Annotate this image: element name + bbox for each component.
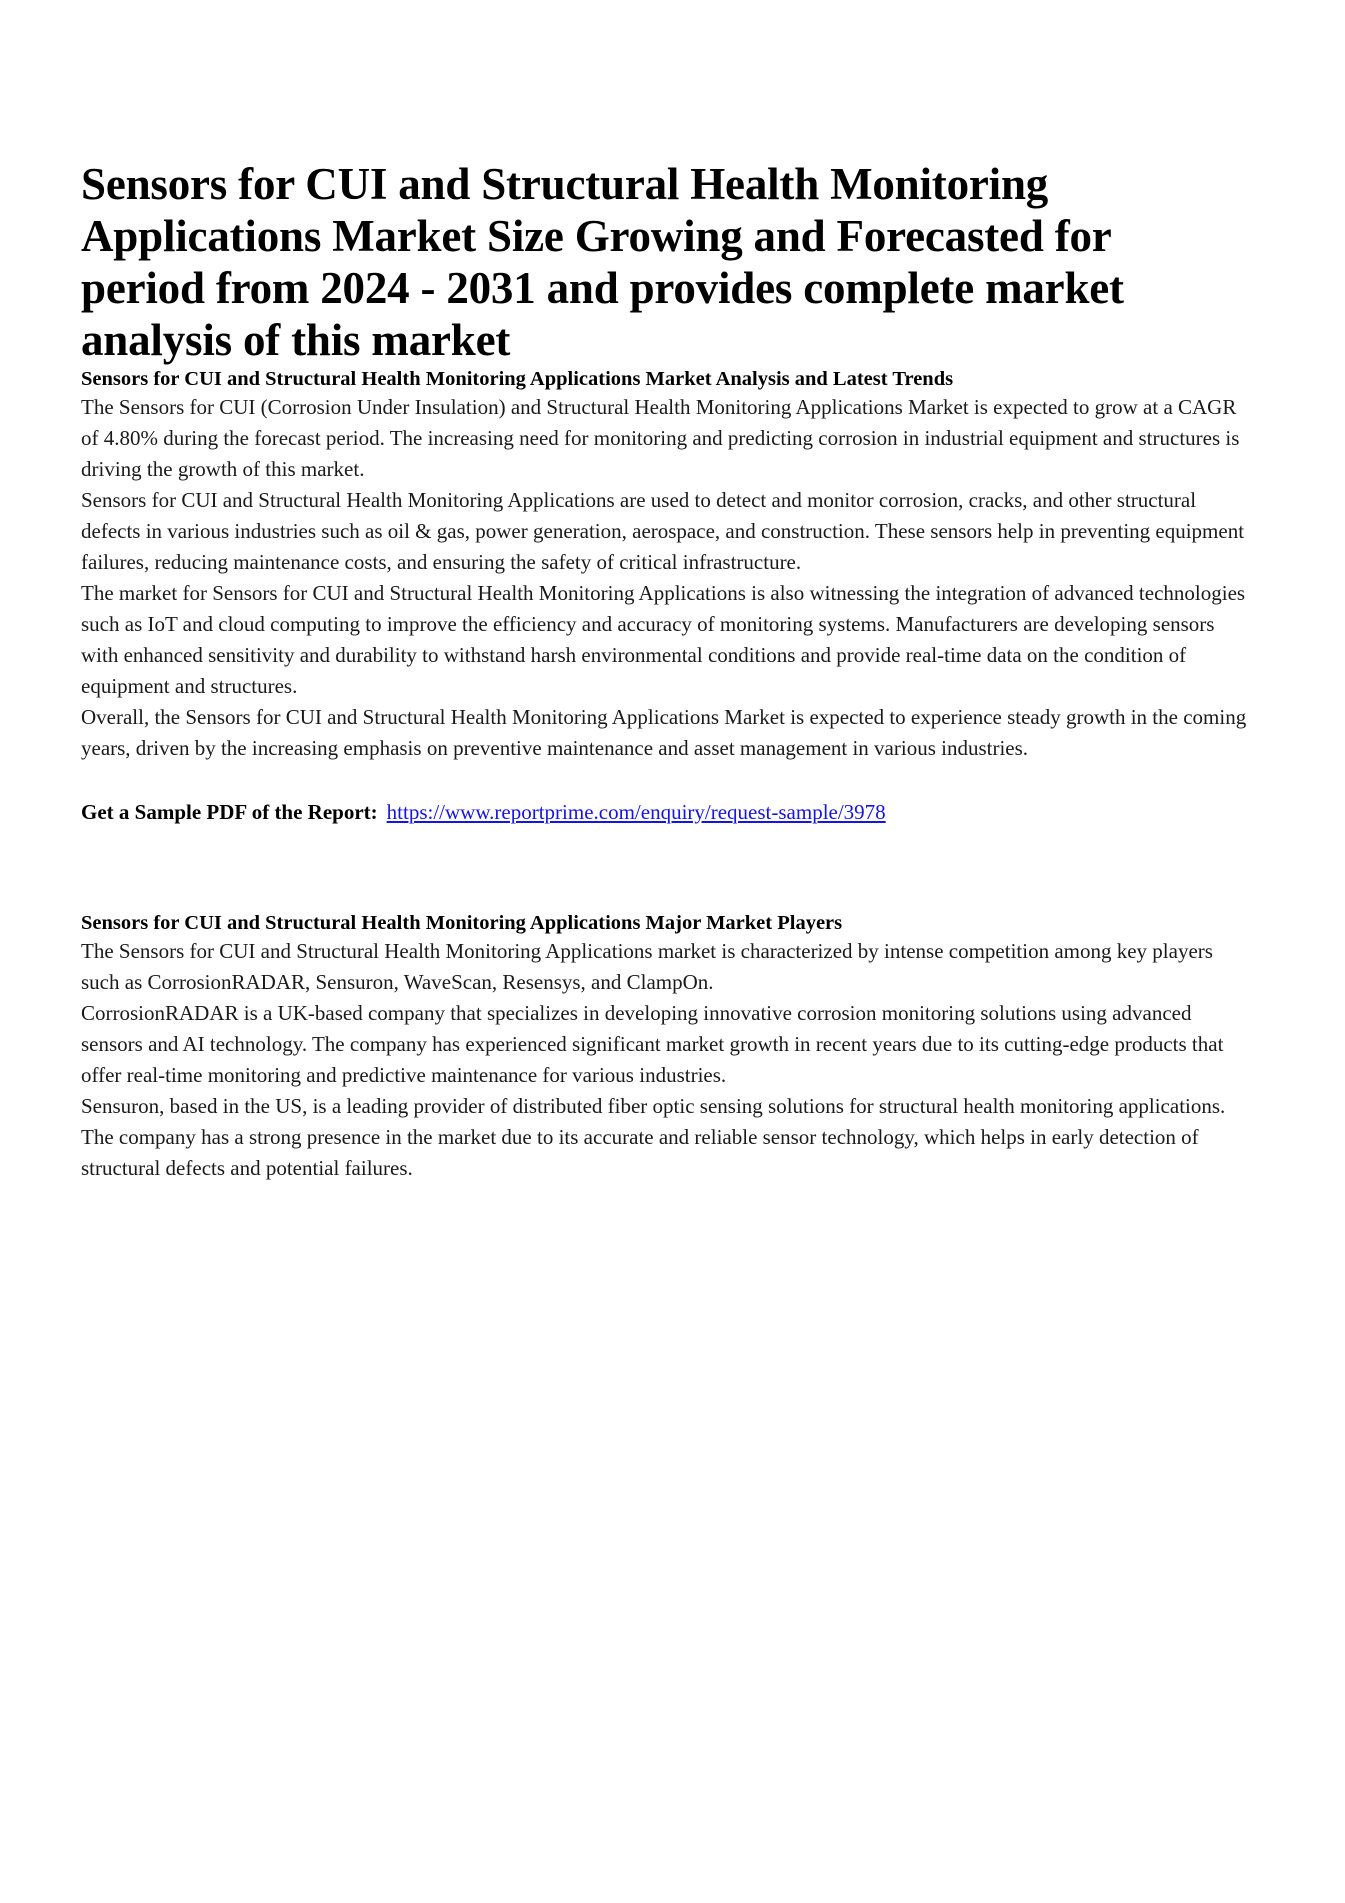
sample-pdf-cta xyxy=(81,797,1246,828)
article-content xyxy=(81,0,1246,1184)
sample-pdf-label: Get a Sample PDF of the Report: xyxy=(81,800,378,824)
paragraph-corrosionradar: CorrosionRADAR is a UK-based company that specializes in developing innovative corrosion monitoring solutions using advanced sensors and AI technology. The company has experienced significant market growth in recent years due to its cutting-edge products that offer real-time monitoring and predictive maintenance for various industries. xyxy=(81,1001,1224,1087)
heading-major-market-players: Sensors for CUI and Structural Health Monitoring Applications Major Market Players xyxy=(81,912,843,934)
heading-market-analysis: Sensors for CUI and Structural Health Monitoring Applications Market Analysis and Latest Trends xyxy=(81,368,954,390)
paragraph-outlook: Overall, the Sensors for CUI and Structural Health Monitoring Applications Market is expected to experience steady growth in the coming years, driven by the increasing emphasis on preventive maintenance and asset management in various industries. xyxy=(81,705,1247,760)
paragraph-competition: The Sensors for CUI and Structural Health Monitoring Applications market is characterized by intense competition among key players such as CorrosionRADAR, Sensuron, WaveScan, Resensys, and ClampOn. xyxy=(81,939,1213,994)
paragraph-technology-integration: The market for Sensors for CUI and Structural Health Monitoring Applications is also witnessing the integration of advanced technologies such as IoT and cloud computing to improve the efficiency and accuracy of monitoring systems. Manufacturers are developing sensors with enhanced sensitivity and durability to withstand harsh environmental conditions and provide real-time data on the condition of equipment and structures. xyxy=(81,581,1246,698)
page-title: Sensors for CUI and Structural Health Monitoring Applications Market Size Growing and Forecasted for period from 2024 - 2031 and provides complete market analysis of this market xyxy=(81,159,1124,365)
paragraph-sensor-usage: Sensors for CUI and Structural Health Monitoring Applications are used to detect and monitor corrosion, cracks, and other structural defects in various industries such as oil & gas, power generation, aerospace, and construction. These sensors help in preventing equipment failures, reducing maintenance costs, and ensuring the safety of critical infrastructure. xyxy=(81,488,1245,574)
sample-pdf-link[interactable]: https://www.reportprime.com/enquiry/request-sample/3978 xyxy=(386,800,886,824)
paragraph-sensuron: Sensuron, based in the US, is a leading provider of distributed fiber optic sensing solutions for structural health monitoring applications. The company has a strong presence in the market due to its accurate and reliable sensor technology, which helps in early detection of structural defects and potential failures. xyxy=(81,1094,1226,1180)
section-spacer xyxy=(81,828,1246,910)
paragraph-market-overview: The Sensors for CUI (Corrosion Under Insulation) and Structural Health Monitoring Applications Market is expected to grow at a CAGR of 4.80% during the forecast period. The increasing need for monitoring and predicting corrosion in industrial equipment and structures is driving the growth of this market. xyxy=(81,395,1240,481)
